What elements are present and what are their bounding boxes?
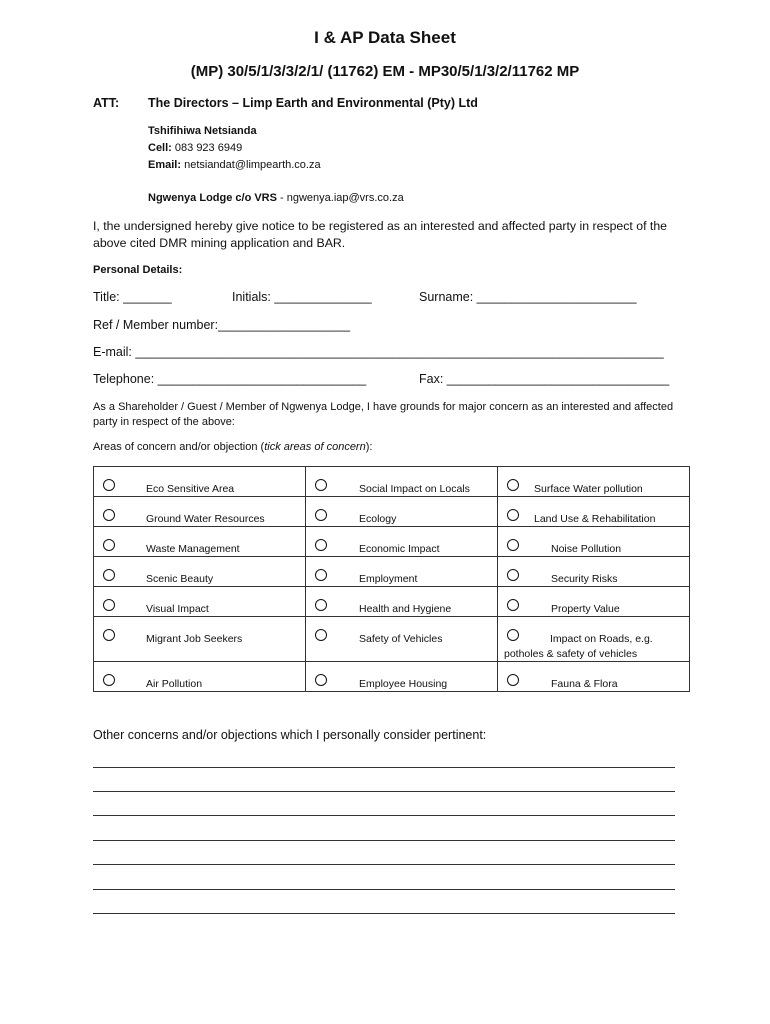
personal-details-heading: Personal Details: [93, 264, 183, 276]
lodge-email: - ngwenya.iap@vrs.co.za [276, 192, 404, 204]
concern-label: Employment [359, 573, 418, 585]
concern-cell [498, 497, 690, 527]
reference-number: (MP) 30/5/1/3/3/2/1/ (11762) EM - MP30/5/1/3/2/11762 MP [190, 63, 580, 80]
other-concerns-line[interactable] [93, 889, 675, 890]
ref-member-field[interactable]: Ref / Member number:___________________ [93, 318, 351, 332]
concern-cell [498, 527, 690, 557]
other-concerns-line[interactable] [93, 791, 675, 792]
concern-label: Surface Water pollution [534, 483, 643, 495]
areas-intro-italic: tick areas of concern [264, 441, 366, 453]
concern-cell [306, 467, 498, 497]
concern-row [94, 497, 690, 527]
concern-label: Employee Housing [359, 678, 448, 690]
concern-cell [306, 662, 498, 692]
concern-row [94, 527, 690, 557]
concern-row [94, 587, 690, 617]
concern-cell [306, 527, 498, 557]
concern-label: Social Impact on Locals [359, 483, 470, 495]
other-concerns-heading: Other concerns and/or objections which I personally consider pertinent: [93, 728, 487, 742]
concern-checkbox[interactable] [507, 509, 519, 521]
concern-cell [498, 557, 690, 587]
fax-field[interactable]: Fax: ________________________________ [419, 372, 670, 386]
concern-cell [94, 617, 306, 662]
concern-label: Eco Sensitive Area [146, 483, 235, 495]
concern-checkbox[interactable] [103, 599, 115, 611]
other-concerns-line[interactable] [93, 815, 675, 816]
concern-label: Visual Impact [146, 603, 209, 615]
concern-cell [498, 662, 690, 692]
concern-label: Air Pollution [146, 678, 203, 690]
concern-cell [498, 467, 690, 497]
concern-checkbox[interactable] [507, 674, 519, 686]
concern-checkbox[interactable] [315, 629, 327, 641]
concern-label: Security Risks [551, 573, 618, 585]
concern-checkbox[interactable] [315, 674, 327, 686]
concern-cell [94, 557, 306, 587]
concern-checkbox[interactable] [315, 599, 327, 611]
concern-checkbox[interactable] [507, 479, 519, 491]
concern-checkbox[interactable] [103, 569, 115, 581]
concern-cell [94, 662, 306, 692]
cell-label: Cell: [148, 142, 172, 154]
initials-field[interactable]: Initials: ______________ [232, 290, 372, 304]
concern-cell [94, 497, 306, 527]
telephone-field[interactable]: Telephone: ______________________________ [93, 372, 367, 386]
concern-label: Safety of Vehicles [359, 633, 443, 645]
concern-checkbox[interactable] [507, 539, 519, 551]
concern-row [94, 467, 690, 497]
concern-label: Economic Impact [359, 543, 440, 555]
concern-label: Scenic Beauty [146, 573, 214, 585]
concern-cell [306, 497, 498, 527]
concern-cell [94, 587, 306, 617]
concern-checkbox[interactable] [315, 569, 327, 581]
att-label: ATT: [93, 96, 120, 110]
concern-label: Fauna & Flora [551, 678, 618, 690]
other-concerns-line[interactable] [93, 864, 675, 865]
areas-intro-prefix: Areas of concern and/or objection ( [93, 441, 265, 453]
concern-cell [306, 557, 498, 587]
concern-cell [94, 467, 306, 497]
concern-label: Ecology [359, 513, 397, 525]
concern-checkbox[interactable] [315, 479, 327, 491]
concerns-table [93, 466, 690, 692]
concern-checkbox[interactable] [103, 479, 115, 491]
concern-row [94, 557, 690, 587]
concern-label: Migrant Job Seekers [146, 633, 243, 645]
email-label: Email: [148, 159, 182, 171]
notice-text: I, the undersigned hereby give notice to be registered as an interested and affected party in respect of the above cited DMR mining application and BAR. [93, 219, 667, 250]
att-recipient: The Directors – Limp Earth and Environmental (Pty) Ltd [148, 96, 478, 110]
concern-label: Health and Hygiene [359, 603, 452, 615]
lodge-label: Ngwenya Lodge c/o VRS [148, 192, 277, 204]
title-field[interactable]: Title: _______ [93, 290, 172, 304]
other-concerns-line[interactable] [93, 840, 675, 841]
concern-label: Ground Water Resources [146, 513, 265, 525]
surname-field[interactable]: Surname: _______________________ [419, 290, 637, 304]
cell-value: 083 923 6949 [174, 142, 243, 154]
shareholder-text: As a Shareholder / Guest / Member of Ngwenya Lodge, I have grounds for major concern as an interested and affected party in respect of the above: [93, 401, 674, 428]
concern-cell [498, 617, 690, 662]
lodge-contact [148, 192, 404, 204]
concern-cell [498, 587, 690, 617]
contact-name: Tshifihiwa Netsianda [148, 125, 257, 137]
concern-checkbox[interactable] [507, 569, 519, 581]
concern-checkbox[interactable] [315, 509, 327, 521]
email-value: netsiandat@limpearth.co.za [184, 159, 321, 171]
concern-checkbox[interactable] [103, 539, 115, 551]
concern-row [94, 662, 690, 692]
concern-label: Land Use & Rehabilitation [534, 513, 656, 525]
other-concerns-line[interactable] [93, 767, 675, 768]
concern-row [94, 617, 690, 662]
concern-label: Waste Management [146, 543, 240, 555]
concern-checkbox[interactable] [103, 674, 115, 686]
concern-label: Noise Pollution [551, 543, 622, 555]
other-concerns-line[interactable] [93, 913, 675, 914]
contact-email [148, 159, 321, 171]
concern-cell [306, 617, 498, 662]
document-title: I & AP Data Sheet [314, 28, 456, 47]
concern-checkbox[interactable] [103, 509, 115, 521]
concern-checkbox[interactable] [315, 539, 327, 551]
concern-cell [94, 527, 306, 557]
areas-intro [93, 441, 372, 453]
concern-checkbox[interactable] [507, 599, 519, 611]
email-field[interactable]: E-mail: ____________________________________________________________________________ [93, 345, 664, 359]
concern-checkbox[interactable] [103, 629, 115, 641]
contact-cell [148, 142, 242, 154]
concern-cell [306, 587, 498, 617]
areas-intro-suffix: ): [365, 441, 373, 453]
concern-label: Impact on Roads, e.g. potholes & safety of vehicles [504, 633, 653, 660]
concern-label: Property Value [551, 603, 620, 615]
